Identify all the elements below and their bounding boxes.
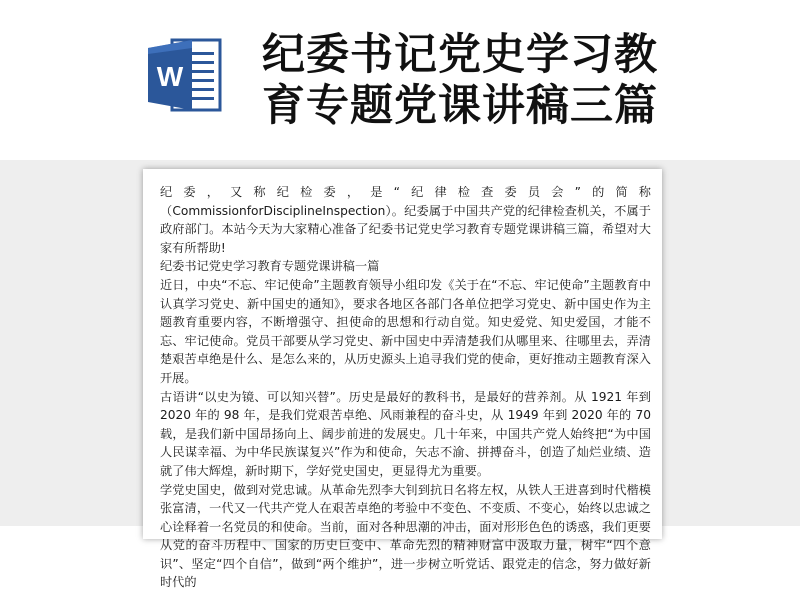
body-paragraph: 古语讲“以史为镜、可以知兴替”。历史是最好的教科书，是最好的营养剂。从 1921 年到 2020 年的 98 年，是我们党艰苦卓绝、风雨兼程的奋斗史，从 1949 年到 2020 年的 70 载，是我们新中国昂扬向上、阔步前进的发展史。几十年来，中国共产党人始终把“为中国人民谋幸福、为中华民族谋复兴”作为和使命，矢志不渝、拼搏奋斗，创造了灿烂业绩、造就了伟大辉煌，新时期下，学好党史国史，更显得尤为重要。 [160, 388, 651, 481]
word-document-icon [146, 36, 224, 114]
section-heading: 纪委书记党史学习教育专题党课讲稿一篇 [160, 257, 651, 276]
document-title: 纪委书记党史学习教 育专题党课讲稿三篇 [262, 30, 702, 132]
intro-paragraph: 纪委，又称纪检委，是“纪律检查委员会”的简称（CommissionforDisciplineInspection）。纪委属于中国共产党的纪律检查机关，不属于政府部门。本站今天为大家精心准备了纪委书记党史学习教育专题党课讲稿三篇，希望对大家有所帮助! [160, 183, 651, 257]
body-paragraph: 近日，中央“不忘、牢记使命”主题教育领导小组印发《关于在“不忘、牢记使命”主题教育中认真学习党史、新中国史的通知》，要求各地区各部门各单位把学习党史、新中国史作为主题教育重要内容，不断增强守、担使命的思想和行动自觉。知史爱党、知史爱国，才能不忘、牢记使命。党员干部要从学习党史、新中国史中弄清楚我们从哪里来、往哪里去，弄清楚艰苦卓绝是什么、是怎么来的，从历史源头上追寻我们党的使命，更好推动主题教育深入开展。 [160, 276, 651, 388]
document-body [160, 183, 651, 592]
document-page [143, 169, 662, 539]
body-paragraph: 学党史国史，做到对党忠诚。从革命先烈李大钊到抗日名将左权，从铁人王进喜到时代楷模张富清，一代又一代共产党人在艰苦卓绝的考验中不变色、不变质、不变心，始终以忠诚之心诠释着一名党员的和使命。当前，面对各种思潮的冲击，面对形形色色的诱惑，我们更要从党的奋斗历程中、国家的历史巨变中、革命先烈的精神财富中汲取力量，树牢“四个意识”、坚定“四个自信”，做到“两个维护”，进一步树立听党话、跟党走的信念，努力做好新时代的 [160, 481, 651, 592]
header [0, 0, 800, 160]
svg-text:W: W [157, 61, 184, 92]
